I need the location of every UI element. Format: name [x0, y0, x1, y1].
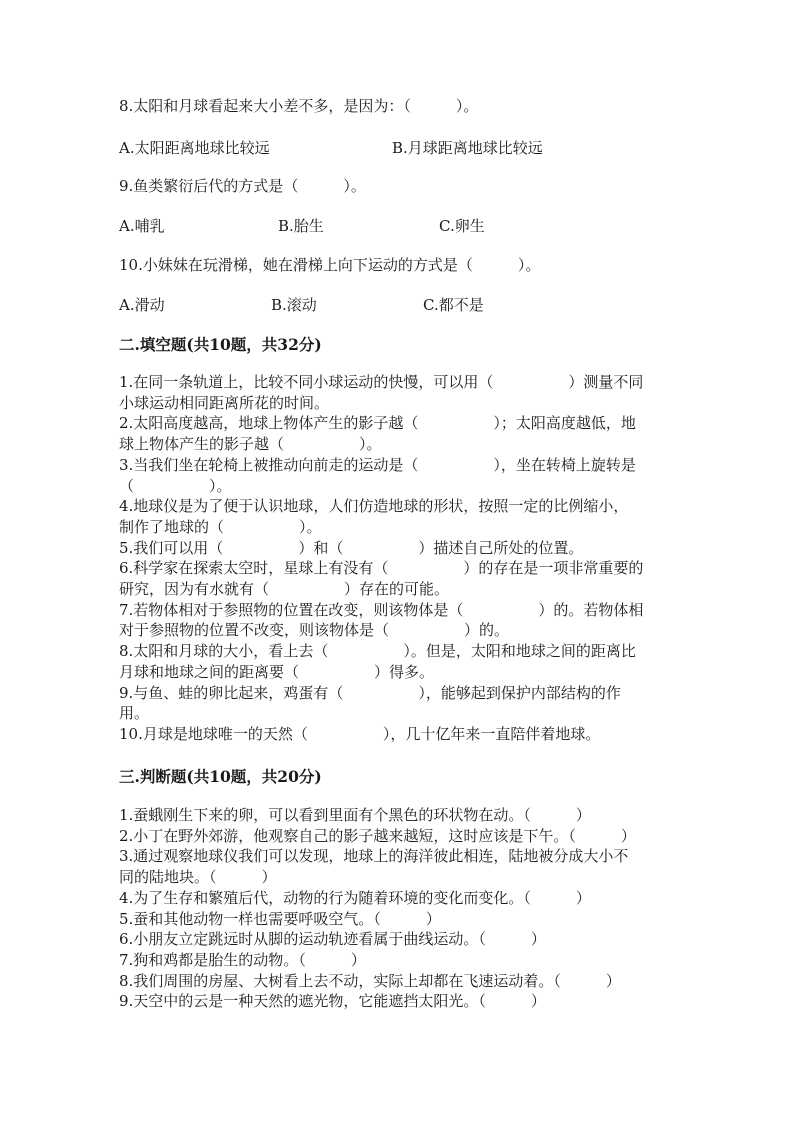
fill-line: 对于参照物的位置不改变，则该物体是（ ）的。 [119, 621, 510, 640]
fill-line: 5.我们可以用（ ）和（ ）描述自己所处的位置。 [119, 538, 584, 557]
judge-line: 1.蚕蛾刚生下来的卵，可以看到里面有个黑色的环状物在动。（ ） [119, 806, 591, 824]
judge-line: 9.天空中的云是一种天然的遮光物，它能遮挡太阳光。（ ） [119, 992, 546, 1011]
fill-line: 月球和地球之间的距离要（ ）得多。 [119, 662, 435, 681]
fill-line: 1.在同一条轨道上，比较不同小球运动的快慢，可以用（ ）测量不同 [119, 373, 644, 391]
fill-line: 研究，因为有水就有（ ）存在的可能。 [119, 580, 450, 599]
judge-line: 3.通过观察地球仪我们可以发现，地球上的海洋彼此相连，陆地被分成大小不 [119, 847, 629, 866]
fill-line: 9.与鱼、蛙的卵比起来，鸡蛋有（ ），能够起到保护内部结构的作 [119, 683, 621, 702]
judge-section-body [119, 805, 672, 1012]
fill-line: 用。 [119, 704, 150, 723]
judge-line: 6.小朋友立定跳远时从脚的运动轨迹看属于曲线运动。（ ） [119, 930, 546, 949]
fill-section-title: 二.填空题(共10题，共32分) [119, 335, 322, 354]
fill-line: 6.科学家在探索太空时，星球上有没有（ ）的存在是一项非常重要的 [119, 559, 644, 578]
question-9-stem: 9.鱼类繁衍后代的方式是（ ）。 [119, 177, 366, 195]
question-8-option-a: A.太阳距离地球比较远 [119, 139, 270, 157]
judge-line: 同的陆地块。（ ） [119, 868, 277, 887]
fill-line: （ ）。 [119, 476, 232, 495]
question-10-option-a: A.滑动 [119, 296, 165, 314]
question-9-option-b: B.胎生 [278, 217, 324, 235]
fill-line: 2.太阳高度越高，地球上物体产生的影子越（ ）；太阳高度越低，地 [119, 414, 636, 433]
fill-section-body [119, 372, 672, 745]
judge-section-title: 三.判断题(共10题，共20分) [119, 767, 322, 786]
question-10-stem: 10.小妹妹在玩滑梯，她在滑梯上向下运动的方式是（ ）。 [119, 256, 541, 274]
question-9-option-a: A.哺乳 [119, 217, 165, 235]
fill-line: 制作了地球的（ ）。 [119, 517, 322, 536]
fill-line: 4.地球仪是为了便于认识地球，人们仿造地球的形状，按照一定的比例缩小， [119, 497, 629, 516]
judge-line: 4.为了生存和繁殖后代，动物的行为随着环境的变化而变化。（ ） [119, 888, 591, 907]
fill-line: 3.当我们坐在轮椅上被推动向前走的运动是（ ），坐在转椅上旋转是 [119, 455, 636, 474]
question-8-option-b: B.月球距离地球比较远 [392, 139, 543, 157]
question-9-option-c: C.卵生 [439, 217, 485, 235]
judge-line: 2.小丁在野外郊游，他观察自己的影子越来越短，这时应该是下午。（ ） [119, 826, 636, 845]
judge-line: 5.蚕和其他动物一样也需要呼吸空气。（ ） [119, 909, 441, 928]
question-10-option-b: B.滚动 [271, 296, 317, 314]
fill-line: 小球运动相同距离所花的时间。 [119, 393, 330, 412]
fill-line: 7.若物体相对于参照物的位置在改变，则该物体是（ ）的。若物体相 [119, 600, 644, 619]
judge-line: 8.我们周围的房屋、大树看上去不动，实际上却都在飞速运动着。（ ） [119, 971, 621, 990]
fill-line: 10.月球是地球唯一的天然（ ），几十亿年来一直陪伴着地球。 [119, 724, 601, 743]
question-8-stem: 8.太阳和月球看起来大小差不多，是因为：（ ）。 [119, 97, 479, 115]
judge-line: 7.狗和鸡都是胎生的动物。（ ） [119, 950, 366, 969]
question-10-option-c: C.都不是 [423, 296, 484, 314]
fill-line: 球上物体产生的影子越（ ）。 [119, 435, 382, 454]
fill-line: 8.太阳和月球的大小，看上去（ ）。但是，太阳和地球之间的距离比 [119, 642, 636, 661]
